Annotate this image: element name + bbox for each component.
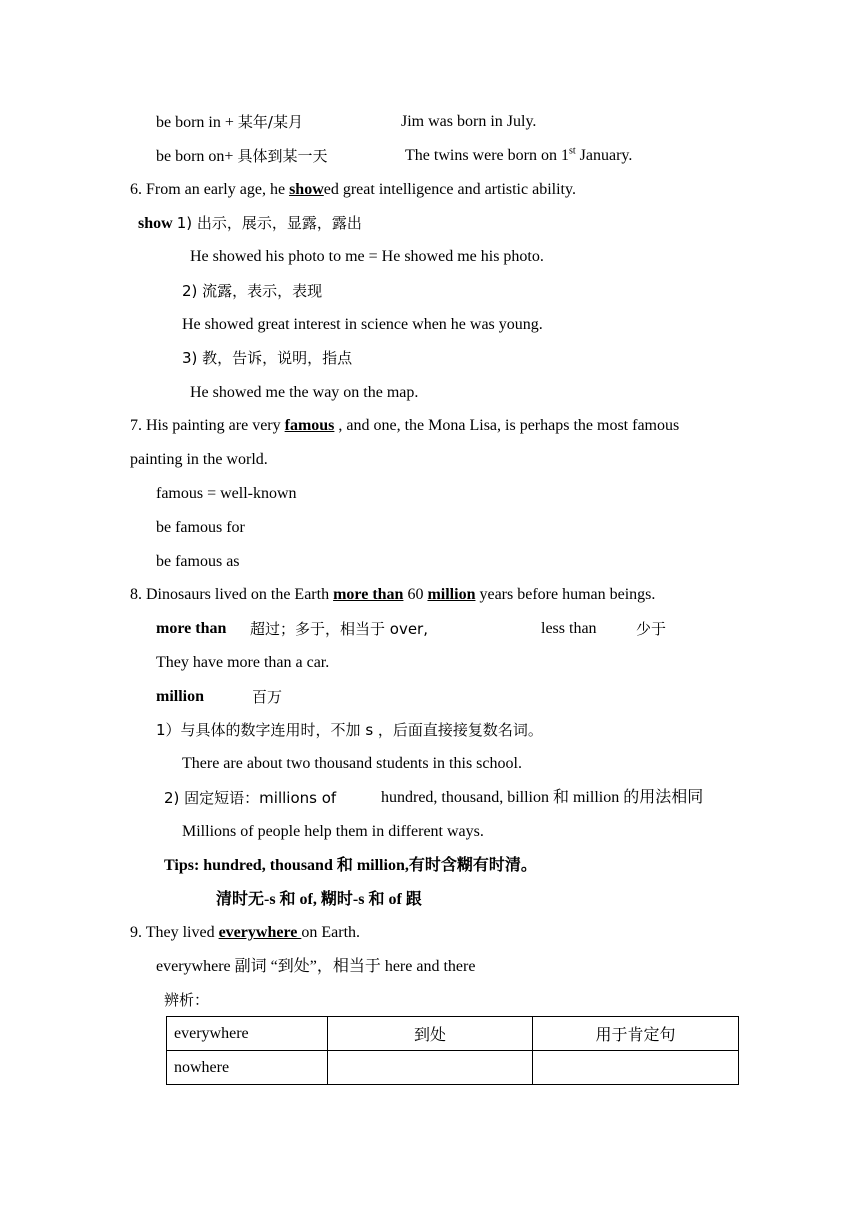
born-on-example-text: The twins were born on 1 bbox=[405, 147, 569, 164]
table-cell-word: nowhere bbox=[167, 1051, 328, 1085]
item-8-keyword-more-than: more than bbox=[333, 586, 404, 603]
item-8-keyword-million: million bbox=[427, 586, 476, 603]
table-row bbox=[167, 1051, 739, 1085]
less-than-meaning: 少于 bbox=[636, 620, 667, 638]
million-headword: million bbox=[156, 688, 205, 705]
item-9-text-end: on Earth. bbox=[301, 924, 361, 941]
item-7-sentence bbox=[130, 416, 679, 436]
born-on-meaning: 具体到某一天 bbox=[237, 147, 328, 165]
comparison-table bbox=[166, 1016, 739, 1085]
born-on-line bbox=[156, 146, 327, 167]
item-8-sentence bbox=[130, 585, 655, 605]
item-6-sentence bbox=[130, 180, 576, 200]
million-example-2: Millions of people help them in different ways. bbox=[182, 823, 484, 840]
item-8-text-end: years before human beings. bbox=[475, 586, 656, 603]
tips-line-2: 清时无-s 和 of, 糊时-s 和 of 跟 bbox=[216, 891, 422, 908]
table-cell-meaning: 到处 bbox=[328, 1017, 533, 1051]
table-cell-usage: 用于肯定句 bbox=[533, 1017, 739, 1051]
item-8-number: 60 bbox=[403, 586, 428, 603]
more-than-meaning: 超过；多于，相当于 over, bbox=[250, 620, 428, 638]
million-rule-2: 2) 固定短语：millions of bbox=[164, 789, 337, 807]
table-cell-usage bbox=[533, 1051, 739, 1085]
item-6-text: 6. From an early age, he bbox=[130, 181, 290, 198]
everywhere-definition: everywhere 副词 “到处”，相当于 here and there bbox=[156, 958, 476, 975]
item-7-text-end: , and one, the Mona Lisa, is perhaps the most famous bbox=[334, 417, 680, 434]
item-6-keyword: show bbox=[289, 181, 324, 198]
table-row bbox=[167, 1017, 739, 1051]
item-7-keyword: famous bbox=[284, 417, 335, 434]
famous-synonym: famous = well-known bbox=[156, 485, 297, 502]
born-in-line bbox=[156, 112, 303, 133]
born-in-meaning: 某年/某月 bbox=[237, 113, 303, 131]
show-meaning-2: 2) 流露，表示，表现 bbox=[182, 282, 323, 300]
comparison-heading: 辨析： bbox=[164, 991, 210, 1009]
table-cell-word: everywhere bbox=[167, 1017, 328, 1051]
item-7-text: 7. His painting are very bbox=[130, 417, 285, 434]
item-9-sentence bbox=[130, 923, 360, 943]
show-example-1: He showed his photo to me = He showed me his photo. bbox=[190, 248, 544, 265]
million-meaning: 百万 bbox=[252, 688, 283, 706]
show-headword: show bbox=[138, 215, 173, 232]
less-than-phrase: less than bbox=[541, 620, 597, 637]
more-than-example: They have more than a car. bbox=[156, 654, 330, 671]
million-example-1: There are about two thousand students in this school. bbox=[182, 755, 522, 772]
born-on-example bbox=[405, 146, 632, 166]
more-than-headword: more than bbox=[156, 620, 227, 637]
million-rule-2-note: hundred, thousand, billion 和 million 的用法相同 bbox=[381, 789, 704, 806]
million-rule-1: 1）与具体的数字连用时，不加 s ，后面直接接复数名词。 bbox=[156, 721, 543, 739]
table-cell-meaning bbox=[328, 1051, 533, 1085]
famous-as-phrase: be famous as bbox=[156, 553, 240, 570]
item-6-text-end: ed great intelligence and artistic ability. bbox=[323, 181, 576, 198]
item-9-text: 9. They lived bbox=[130, 924, 219, 941]
tips-line-1: Tips: hundred, thousand 和 million,有时含糊有时清。 bbox=[164, 857, 537, 874]
item-7-sentence-cont: painting in the world. bbox=[130, 451, 268, 468]
show-example-2: He showed great interest in science when he was young. bbox=[182, 316, 543, 333]
famous-for-phrase: be famous for bbox=[156, 519, 245, 536]
show-example-3: He showed me the way on the map. bbox=[190, 384, 419, 401]
born-in-example: Jim was born in July. bbox=[401, 113, 537, 130]
show-meaning-1 bbox=[138, 213, 362, 234]
item-8-text: 8. Dinosaurs lived on the Earth bbox=[130, 586, 334, 603]
born-on-example-month: January. bbox=[575, 147, 633, 164]
born-on-phrase: be born on+ bbox=[156, 148, 234, 165]
item-9-keyword: everywhere bbox=[218, 924, 302, 941]
born-in-phrase: be born in + bbox=[156, 114, 234, 131]
show-meaning-3: 3) 教，告诉，说明，指点 bbox=[182, 349, 353, 367]
show-meaning-1-text: 1) 出示，展示，显露，露出 bbox=[176, 214, 362, 232]
ordinal-suffix: st bbox=[568, 145, 576, 157]
